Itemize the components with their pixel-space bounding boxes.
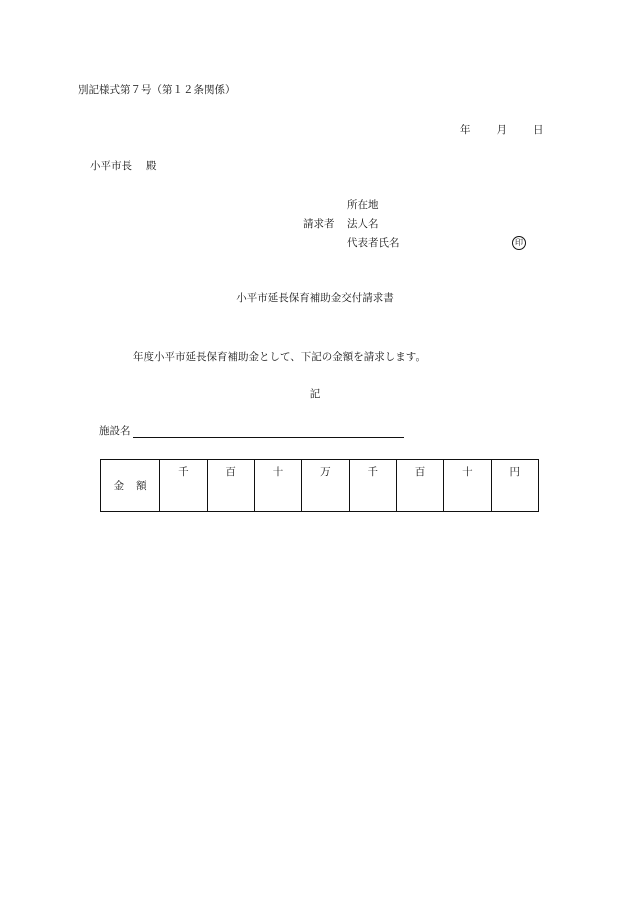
digit-cell-8[interactable]: 円: [491, 460, 538, 512]
facility-name-line[interactable]: [133, 437, 404, 438]
rep-name-label: 代表者氏名: [347, 237, 400, 249]
form-reference: 別記様式第７号（第１２条関係）: [78, 84, 236, 96]
digit-cell-5[interactable]: 千: [349, 460, 396, 512]
addressee-name: 小平市長: [90, 160, 132, 172]
body-text: 年度小平市延長保育補助金として、下記の金額を請求します。: [133, 351, 426, 363]
address-label: 所在地: [347, 199, 379, 211]
date-line: [460, 125, 544, 136]
requester-label: 請求者: [303, 218, 335, 230]
corp-name-label: 法人名: [347, 218, 379, 230]
digit-cell-1[interactable]: 千: [160, 460, 207, 512]
amount-label-1: 金: [113, 480, 125, 492]
digit-cell-2[interactable]: 百: [207, 460, 254, 512]
amount-label: [101, 460, 160, 512]
amount-label-2: 額: [136, 480, 147, 492]
digit-cell-7[interactable]: 十: [444, 460, 491, 512]
date-year: 年: [460, 124, 471, 136]
date-day: 日: [533, 124, 544, 136]
digit-cell-6[interactable]: 百: [396, 460, 443, 512]
ki-label: 記: [309, 388, 321, 400]
document-title: 小平市延長保育補助金交付請求書: [236, 292, 394, 304]
date-month: 月: [496, 124, 507, 136]
amount-table: [100, 459, 539, 512]
addressee-honorific: 殿: [146, 160, 157, 172]
digit-cell-3[interactable]: 十: [254, 460, 301, 512]
facility-label: 施設名: [99, 425, 131, 437]
addressee: [90, 161, 157, 172]
seal-mark: 印: [512, 236, 526, 250]
digit-cell-4[interactable]: 万: [302, 460, 349, 512]
